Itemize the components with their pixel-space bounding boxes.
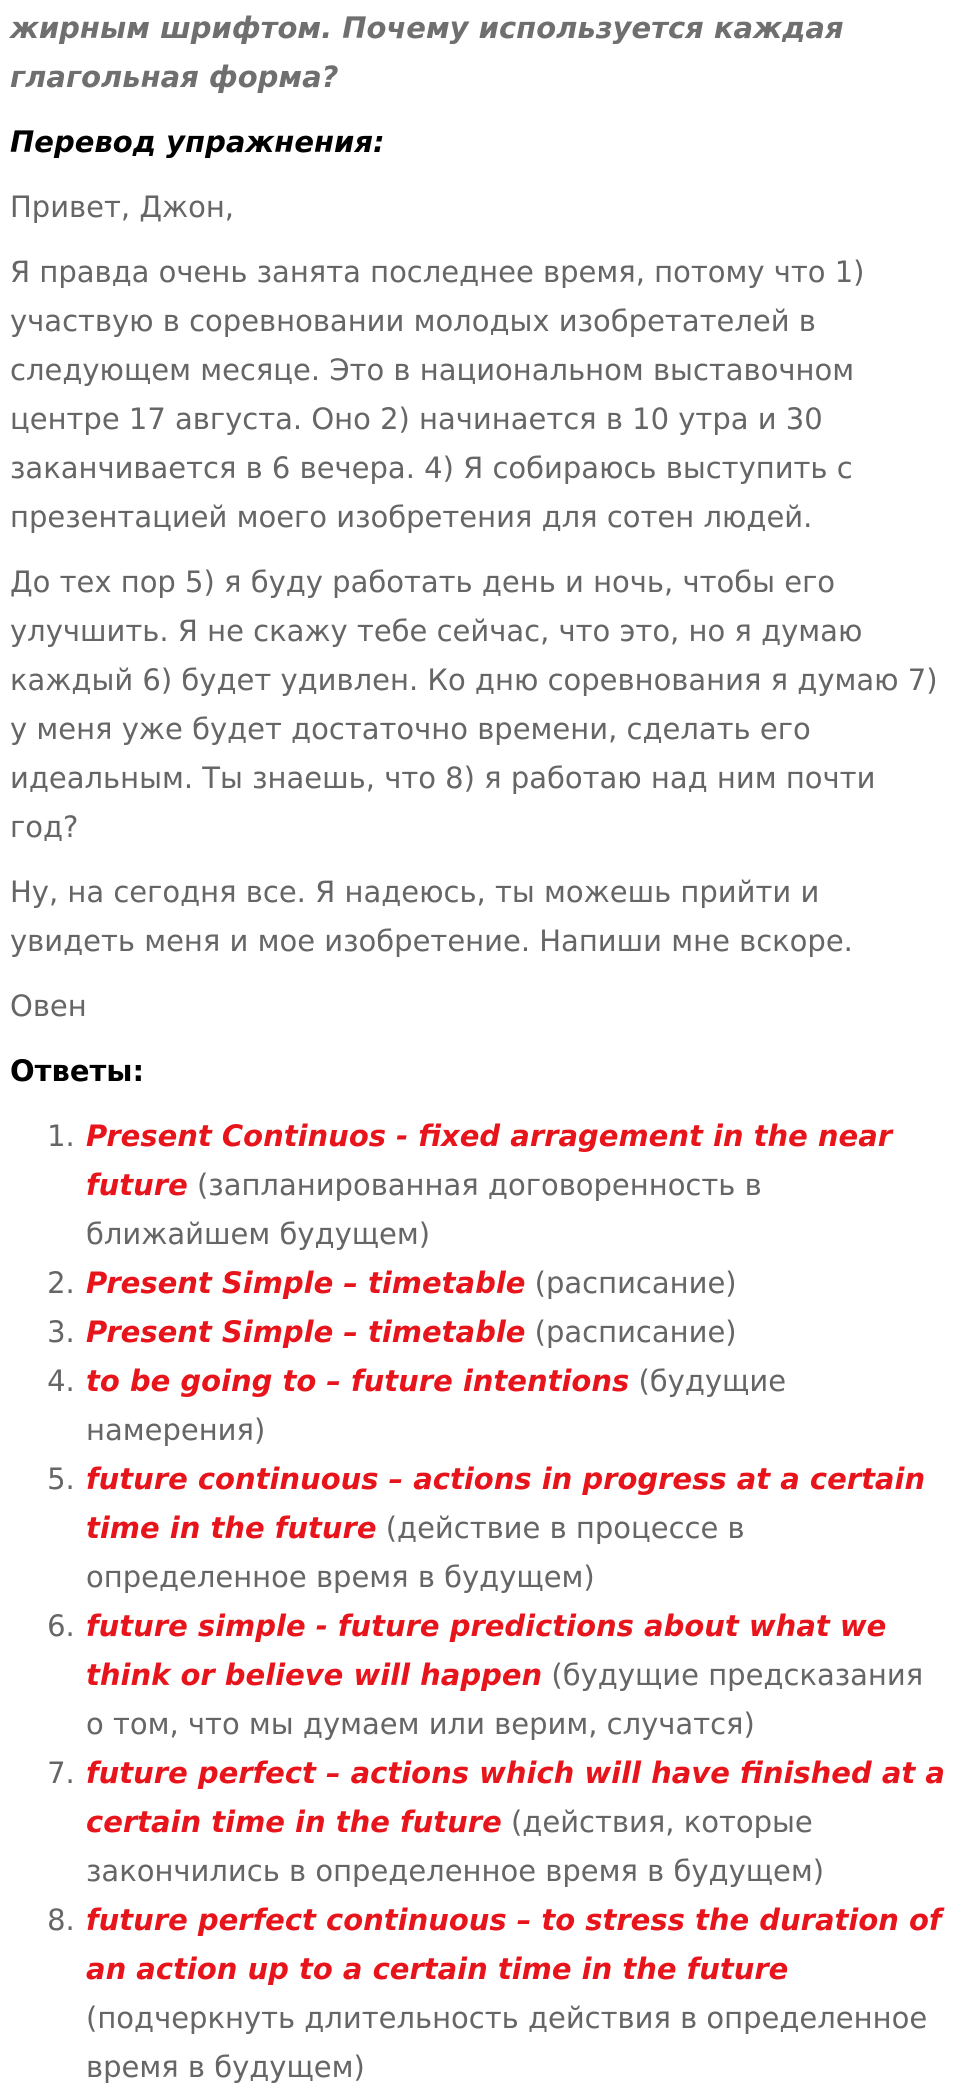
answers-list <box>10 1112 950 2092</box>
answer-term: Present Simple – timetable <box>86 1266 526 1300</box>
letter-paragraph: До тех пор 5) я буду работать день и ночь, чтобы его улучшить. Я не скажу тебе сейчас, что это, но я думаю каждый 6) будет удивлен. Ко дню соревнования я думаю 7) у меня уже будет достаточно времени, сделать его идеальным. Ты знаешь, что 8) я работаю над ним почти год? <box>10 565 938 844</box>
answer-item <box>84 1455 950 1602</box>
answer-term: Present Simple – timetable <box>86 1315 526 1349</box>
answer-gloss: (запланированная договоренность в ближайшем будущем) <box>86 1168 762 1251</box>
answer-gloss: (будущие намерения) <box>86 1364 787 1447</box>
answer-item <box>84 1602 950 1749</box>
answer-item <box>84 1259 950 1308</box>
answers-heading: Ответы: <box>10 1054 145 1088</box>
exercise-instruction: жирным шрифтом. Почему используется каждая глагольная форма? <box>10 11 844 94</box>
answer-term: future continuous – actions in progress at a certain time in the future <box>86 1462 926 1545</box>
answer-item <box>84 1357 950 1455</box>
answer-item <box>84 1749 950 1896</box>
answer-gloss: (подчеркнуть длительность действия в определенное время в будущем) <box>86 2001 928 2084</box>
letter-signature: Овен <box>10 989 87 1023</box>
answer-item <box>84 1112 950 1259</box>
translation-heading: Перевод упражнения: <box>10 125 385 159</box>
answer-term: to be going to – future intentions <box>86 1364 630 1398</box>
answer-term: future perfect continuous – to stress the duration of an action up to a certain time in the future <box>86 1903 942 1986</box>
letter-greeting: Привет, Джон, <box>10 190 235 224</box>
answer-item <box>84 1308 950 1357</box>
answer-gloss: (расписание) <box>525 1266 737 1300</box>
document-page <box>0 4 960 2092</box>
answer-item <box>84 1896 950 2092</box>
answer-gloss: (действия, которые закончились в определенное время в будущем) <box>86 1805 825 1888</box>
answer-term: future perfect – actions which will have finished at a certain time in the future <box>86 1756 945 1839</box>
letter-paragraph: Ну, на сегодня все. Я надеюсь, ты можешь прийти и увидеть меня и мое изобретение. Напиши мне вскоре. <box>10 875 853 958</box>
answer-gloss: (будущие предсказания о том, что мы думаем или верим, случатся) <box>86 1658 924 1741</box>
answer-gloss: (действие в процессе в определенное время в будущем) <box>86 1511 745 1594</box>
letter-paragraph: Я правда очень занята последнее время, потому что 1) участвую в соревновании молодых изобретателей в следующем месяце. Это в национальном выставочном центре 17 августа. Оно 2) начинается в 10 утра и 30 заканчивается в 6 вечера. 4) Я собираюсь выступить с презентацией моего изобретения для сотен людей. <box>10 255 865 534</box>
answer-gloss: (расписание) <box>525 1315 737 1349</box>
answer-term: future simple - future predictions about what we think or believe will happen <box>86 1609 887 1692</box>
answer-term: Present Continuos - fixed arragement in the near future <box>86 1119 893 1202</box>
